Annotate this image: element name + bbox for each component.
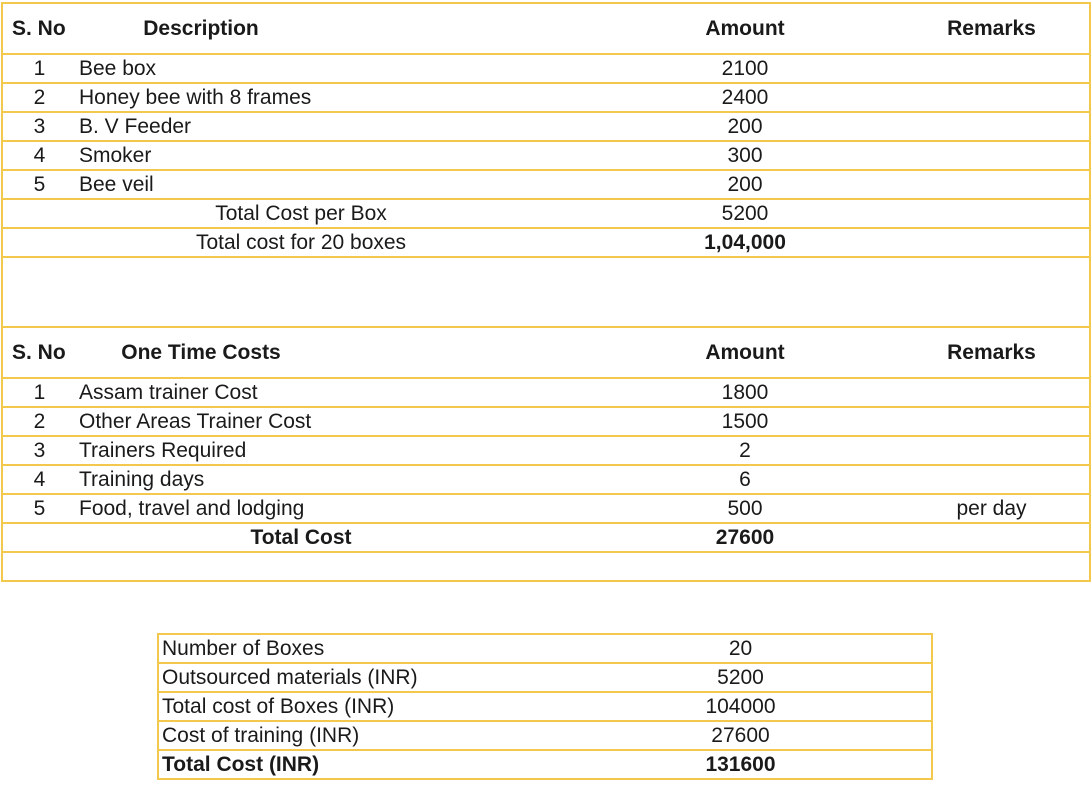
row-description: Honey bee with 8 frames bbox=[76, 83, 476, 112]
row-sno: 5 bbox=[2, 494, 76, 523]
summary-label: Outsourced materials (INR) bbox=[158, 663, 550, 692]
summary-row bbox=[158, 692, 932, 721]
row-amount: 1800 bbox=[476, 378, 894, 407]
spacer-row bbox=[2, 257, 1090, 327]
row-description: B. V Feeder bbox=[76, 112, 476, 141]
summary-total-row bbox=[158, 750, 932, 779]
summary-label: Total cost of Boxes (INR) bbox=[158, 692, 550, 721]
row-amount: 2 bbox=[476, 436, 894, 465]
header-remarks: Remarks bbox=[894, 3, 1090, 54]
row-amount: 500 bbox=[476, 494, 894, 523]
header-description: Description bbox=[76, 3, 476, 54]
section2-header-row bbox=[2, 327, 1090, 378]
total-20-boxes-label: Total cost for 20 boxes bbox=[76, 228, 476, 257]
row-remarks bbox=[894, 83, 1090, 112]
summary-value: 20 bbox=[550, 634, 932, 663]
row-sno: 5 bbox=[2, 170, 76, 199]
row-remarks bbox=[894, 407, 1090, 436]
row-description: Training days bbox=[76, 465, 476, 494]
row-sno: 1 bbox=[2, 378, 76, 407]
summary-label: Cost of training (INR) bbox=[158, 721, 550, 750]
row-amount: 1500 bbox=[476, 407, 894, 436]
row-description: Other Areas Trainer Cost bbox=[76, 407, 476, 436]
row-sno: 3 bbox=[2, 436, 76, 465]
cost-table bbox=[1, 2, 1091, 582]
total-per-box-row bbox=[2, 199, 1090, 228]
row-amount: 2100 bbox=[476, 54, 894, 83]
row-amount: 300 bbox=[476, 141, 894, 170]
row-amount: 6 bbox=[476, 465, 894, 494]
header-sno: S. No bbox=[2, 327, 76, 378]
table-row bbox=[2, 465, 1090, 494]
summary-value: 5200 bbox=[550, 663, 932, 692]
table-row bbox=[2, 141, 1090, 170]
row-description: Food, travel and lodging bbox=[76, 494, 476, 523]
summary-label: Number of Boxes bbox=[158, 634, 550, 663]
header-amount: Amount bbox=[476, 3, 894, 54]
summary-table bbox=[157, 633, 933, 780]
summary-row bbox=[158, 663, 932, 692]
header-remarks: Remarks bbox=[894, 327, 1090, 378]
header-amount: Amount bbox=[476, 327, 894, 378]
summary-value: 27600 bbox=[550, 721, 932, 750]
row-sno: 2 bbox=[2, 407, 76, 436]
row-description: Bee box bbox=[76, 54, 476, 83]
table-row bbox=[2, 83, 1090, 112]
row-amount: 2400 bbox=[476, 83, 894, 112]
row-remarks bbox=[894, 436, 1090, 465]
row-description: Assam trainer Cost bbox=[76, 378, 476, 407]
summary-row bbox=[158, 721, 932, 750]
total-20-boxes-value: 1,04,000 bbox=[476, 228, 894, 257]
section2-total-value: 27600 bbox=[476, 523, 894, 552]
total-20-boxes-row bbox=[2, 228, 1090, 257]
row-description: Smoker bbox=[76, 141, 476, 170]
row-sno: 3 bbox=[2, 112, 76, 141]
cost-sheet bbox=[1, 2, 1089, 582]
row-remarks: per day bbox=[894, 494, 1090, 523]
section2-total-label: Total Cost bbox=[76, 523, 476, 552]
row-sno: 2 bbox=[2, 83, 76, 112]
table-row bbox=[2, 112, 1090, 141]
row-amount: 200 bbox=[476, 112, 894, 141]
row-remarks bbox=[894, 378, 1090, 407]
section1-header-row bbox=[2, 3, 1090, 54]
header-sno: S. No bbox=[2, 3, 76, 54]
row-description: Trainers Required bbox=[76, 436, 476, 465]
total-per-box-label: Total Cost per Box bbox=[76, 199, 476, 228]
total-per-box-value: 5200 bbox=[476, 199, 894, 228]
summary-total-value: 131600 bbox=[550, 750, 932, 779]
spacer-row bbox=[2, 552, 1090, 581]
section2-total-row bbox=[2, 523, 1090, 552]
row-amount: 200 bbox=[476, 170, 894, 199]
row-sno: 4 bbox=[2, 465, 76, 494]
table-row bbox=[2, 407, 1090, 436]
table-row bbox=[2, 170, 1090, 199]
row-remarks bbox=[894, 170, 1090, 199]
row-remarks bbox=[894, 465, 1090, 494]
row-description: Bee veil bbox=[76, 170, 476, 199]
row-remarks bbox=[894, 112, 1090, 141]
table-row bbox=[2, 436, 1090, 465]
table-row bbox=[2, 494, 1090, 523]
summary-row bbox=[158, 634, 932, 663]
table-row bbox=[2, 54, 1090, 83]
row-sno: 1 bbox=[2, 54, 76, 83]
row-remarks bbox=[894, 141, 1090, 170]
table-row bbox=[2, 378, 1090, 407]
summary-value: 104000 bbox=[550, 692, 932, 721]
row-sno: 4 bbox=[2, 141, 76, 170]
row-remarks bbox=[894, 54, 1090, 83]
summary-total-label: Total Cost (INR) bbox=[158, 750, 550, 779]
header-one-time-costs: One Time Costs bbox=[76, 327, 476, 378]
